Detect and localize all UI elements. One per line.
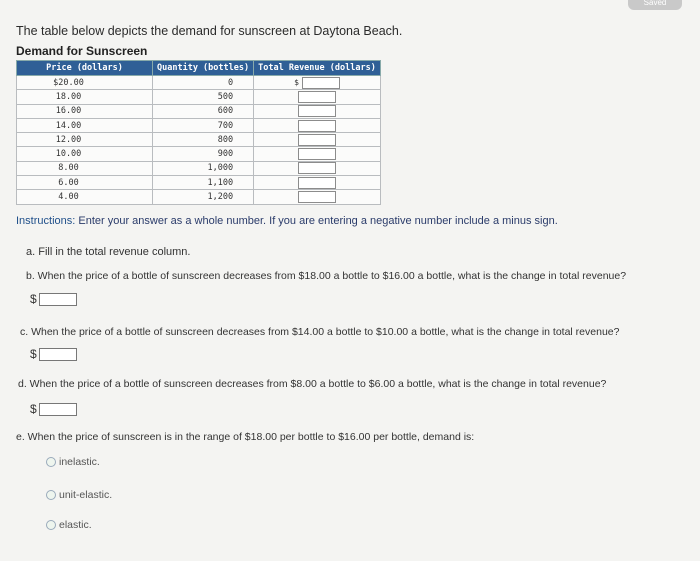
revenue-cell: [254, 90, 381, 104]
quantity-cell: 1,200: [153, 190, 254, 204]
radio-icon[interactable]: [46, 520, 56, 530]
quantity-cell: 700: [153, 118, 254, 132]
answer-b-input[interactable]: [39, 293, 77, 306]
revenue-cell: [254, 133, 381, 147]
revenue-input[interactable]: [298, 120, 336, 132]
question-e: e. When the price of sunscreen is in the range of $18.00 per bottle to $16.00 per bottle, demand is:: [16, 431, 475, 443]
table-row: [17, 76, 381, 90]
demand-table: [16, 60, 381, 205]
table-row: [17, 190, 381, 204]
radio-icon[interactable]: [46, 490, 56, 500]
revenue-input[interactable]: [298, 134, 336, 146]
column-header-revenue: Total Revenue (dollars): [254, 61, 381, 76]
quantity-cell: 500: [153, 90, 254, 104]
revenue-input-wrap: [254, 134, 380, 146]
quantity-cell: 800: [153, 133, 254, 147]
revenue-input[interactable]: [298, 148, 336, 160]
option-label: unit-elastic.: [59, 489, 113, 501]
radio-icon[interactable]: [46, 457, 56, 467]
option-elastic[interactable]: [46, 519, 92, 531]
revenue-input-wrap: [254, 105, 380, 117]
table-row: [17, 104, 381, 118]
column-header-quantity: Quantity (bottles): [153, 61, 254, 76]
answer-c-input[interactable]: [39, 348, 77, 361]
quantity-cell: 1,100: [153, 176, 254, 190]
price-cell: 16.00: [17, 104, 153, 118]
revenue-input[interactable]: [298, 177, 336, 189]
intro-text: The table below depicts the demand for sunscreen at Daytona Beach.: [16, 24, 403, 38]
revenue-cell: [254, 76, 381, 90]
table-row: [17, 176, 381, 190]
question-d: d. When the price of a bottle of sunscreen decreases from $8.00 a bottle to $6.00 a bottle, what is the change in total revenue?: [18, 378, 607, 390]
revenue-cell: [254, 190, 381, 204]
price-cell: 14.00: [17, 118, 153, 132]
revenue-cell: [254, 147, 381, 161]
revenue-input[interactable]: [302, 77, 340, 89]
quantity-cell: 1,000: [153, 161, 254, 175]
instructions-label: Instructions:: [16, 215, 76, 227]
option-unit-elastic[interactable]: [46, 489, 112, 501]
table-row: [17, 90, 381, 104]
quantity-cell: 600: [153, 104, 254, 118]
table-title: Demand for Sunscreen: [16, 44, 148, 58]
answer-b: [30, 292, 77, 306]
revenue-input[interactable]: [298, 162, 336, 174]
revenue-input-wrap: [254, 162, 380, 174]
dollar-sign: $: [294, 78, 299, 88]
answer-c: [30, 347, 77, 361]
revenue-input-wrap: [254, 148, 380, 160]
table-row: [17, 118, 381, 132]
instructions-text: Enter your answer as a whole number. If you are entering a negative number include a minus sign.: [75, 215, 558, 227]
price-cell: 12.00: [17, 133, 153, 147]
option-inelastic[interactable]: [46, 456, 100, 468]
dollar-sign: $: [30, 347, 37, 361]
instructions: [16, 215, 558, 227]
question-b: b. When the price of a bottle of sunscreen decreases from $18.00 a bottle to $16.00 a bottle, what is the change in total revenue?: [26, 270, 627, 282]
table-row: [17, 147, 381, 161]
revenue-cell: [254, 104, 381, 118]
revenue-input-wrap: [254, 91, 380, 103]
price-cell: 18.00: [17, 90, 153, 104]
revenue-input-wrap: [254, 191, 380, 203]
table-header-row: [17, 61, 381, 76]
price-cell: $20.00: [17, 76, 153, 90]
option-label: inelastic.: [59, 456, 100, 468]
revenue-input[interactable]: [298, 91, 336, 103]
saved-badge: Saved: [628, 0, 682, 10]
option-label: elastic.: [59, 519, 92, 531]
quantity-cell: 0: [153, 76, 254, 90]
dollar-sign: $: [30, 402, 37, 416]
table-row: [17, 133, 381, 147]
price-cell: 8.00: [17, 161, 153, 175]
revenue-input[interactable]: [298, 105, 336, 117]
table-row: [17, 161, 381, 175]
dollar-sign: $: [30, 292, 37, 306]
answer-d: [30, 402, 77, 416]
price-cell: 4.00: [17, 190, 153, 204]
revenue-input[interactable]: [298, 191, 336, 203]
question-c: c. When the price of a bottle of sunscreen decreases from $14.00 a bottle to $10.00 a bottle, what is the change in total revenue?: [20, 326, 620, 338]
price-cell: 10.00: [17, 147, 153, 161]
price-cell: 6.00: [17, 176, 153, 190]
column-header-price: Price (dollars): [17, 61, 153, 76]
revenue-cell: [254, 176, 381, 190]
revenue-input-wrap: [254, 77, 380, 89]
revenue-input-wrap: [254, 120, 380, 132]
quantity-cell: 900: [153, 147, 254, 161]
answer-d-input[interactable]: [39, 403, 77, 416]
question-a: a. Fill in the total revenue column.: [26, 246, 191, 258]
revenue-cell: [254, 161, 381, 175]
revenue-input-wrap: [254, 177, 380, 189]
revenue-cell: [254, 118, 381, 132]
